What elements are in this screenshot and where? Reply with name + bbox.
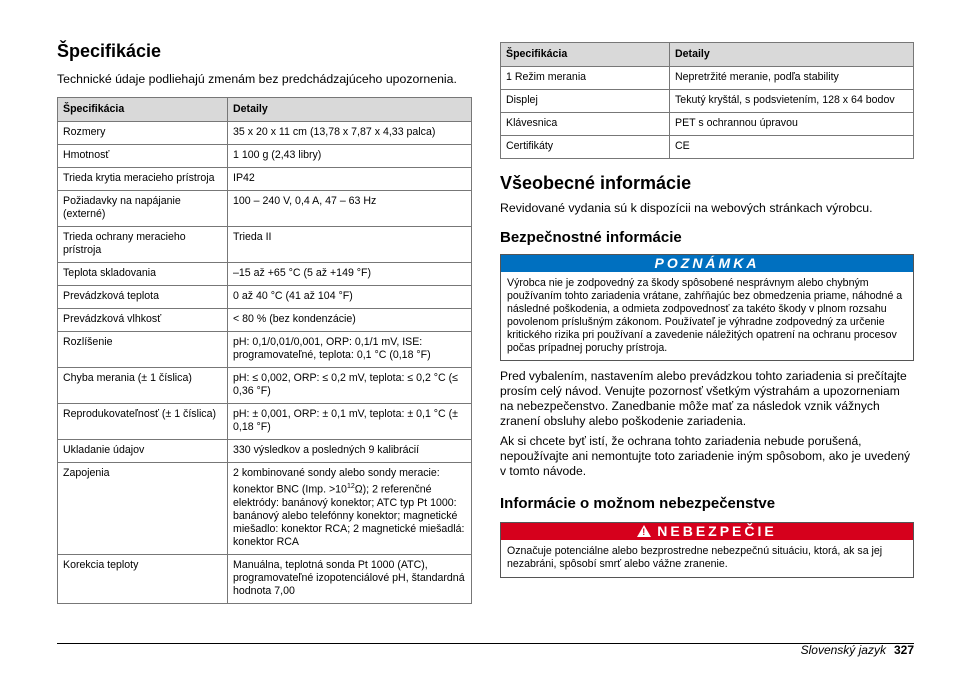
detail-cell: Manuálna, teplotná sonda Pt 1000 (ATC), programovateľné izopotenciálové pH, štandardná hodnota 7,00: [228, 554, 472, 603]
safety-paragraph-1: Pred vybalením, nastavením alebo prevádzkou tohto zariadenia si prečítajte prosím celý návod. Venujte pozornosť všetkým výstrahám a upozorneniam na nebezpečenstvo. Zanedbanie môže mať za následok vznik vážnych zranení obsluhy alebo poškodenie zariadenia.: [500, 369, 907, 428]
spec-cell: Rozmery: [58, 122, 228, 145]
table-row: [501, 90, 914, 113]
detail-cell: IP42: [228, 168, 472, 191]
general-info-text: Revidované vydania sú k dispozícii na webových stránkach výrobcu.: [500, 201, 873, 215]
detail-cell: 1 100 g (2,43 libry): [228, 145, 472, 168]
connections-superscript: 12: [346, 483, 355, 490]
spec-cell: Chyba merania (± 1 číslica): [58, 368, 228, 404]
connections-text-part1: 2 kombinované sondy alebo sondy meracie: konektor BNC (Imp. >10: [233, 467, 440, 496]
danger-box: [500, 522, 914, 578]
spec-cell: Korekcia teploty: [58, 554, 228, 603]
footer-language: Slovenský jazyk: [800, 643, 886, 657]
table-row: [58, 263, 472, 286]
page-number: 327: [893, 643, 914, 657]
table-row: [58, 404, 472, 440]
safety-paragraph-2: Ak si chcete byť istí, že ochrana tohto zariadenia nebude porušená, nepoužívajte ani nemontujte toto zariadenie iným spôsobom, ako je uvedený v tomto návode.: [500, 434, 911, 478]
detail-cell: 330 výsledkov a posledných 9 kalibrácií: [228, 440, 472, 463]
detail-cell-connections: [228, 463, 472, 555]
detail-cell: Tekutý kryštál, s podsvietením, 128 x 64 bodov: [670, 90, 914, 113]
spec-cell: Certifikáty: [501, 136, 670, 159]
section-title-hazard-info: Informácie o možnom nebezpečenstve: [500, 495, 776, 512]
connections-text-part2: Ω); 2 referenčné elektródy: banánový konektor; ATC typ Pt 1000: banánový alebo telefónny konektor; magnetické miešadlo: konektor RCA; 2 magnetické miešadlá: konektor RCA: [233, 483, 465, 548]
column-header-spec: Špecifikácia: [501, 43, 670, 67]
table-row: [58, 122, 472, 145]
spec-cell: Požiadavky na napájanie (externé): [58, 191, 228, 227]
spec-cell: Teplota skladovania: [58, 263, 228, 286]
detail-cell: Trieda II: [228, 227, 472, 263]
spec-cell: Prevádzková teplota: [58, 286, 228, 309]
table-row: [58, 554, 472, 603]
spec-cell: Klávesnica: [501, 113, 670, 136]
table-row: [501, 67, 914, 90]
detail-cell: 35 x 20 x 11 cm (13,78 x 7,87 x 4,33 palca): [228, 122, 472, 145]
spec-cell: Hmotnosť: [58, 145, 228, 168]
page-footer: [801, 643, 914, 657]
table-row: [58, 368, 472, 404]
detail-cell: –15 až +65 °C (5 až +149 °F): [228, 263, 472, 286]
danger-header: [501, 523, 913, 540]
danger-text: Označuje potenciálne alebo bezprostredne nebezpečnú situáciu, ktorá, ak sa jej nezabráni, spôsobí smrť alebo vážne zranenie.: [507, 545, 883, 570]
table-row: [58, 191, 472, 227]
table-row: [58, 145, 472, 168]
spec-intro-text: Technické údaje podliehajú zmenám bez predchádzajúceho upozornenia.: [57, 72, 457, 86]
section-title-safety-info: Bezpečnostné informácie: [500, 229, 682, 246]
column-header-details: Detaily: [228, 98, 472, 122]
table-header-row: [501, 43, 914, 67]
spec-cell: Trieda ochrany meracieho prístroja: [58, 227, 228, 263]
section-title-general-info: Všeobecné informácie: [500, 173, 692, 193]
spec-table-left: [57, 97, 472, 604]
detail-cell: pH: ± 0,001, ORP: ± 0,1 mV, teplota: ± 0,1 °C (± 0,18 °F): [228, 404, 472, 440]
footer-divider: [57, 643, 914, 644]
note-box: [500, 254, 914, 361]
spec-cell: Displej: [501, 90, 670, 113]
table-row: [501, 113, 914, 136]
spec-cell: Prevádzková vlhkosť: [58, 309, 228, 332]
column-header-spec: Špecifikácia: [58, 98, 228, 122]
detail-cell: 0 až 40 °C (41 až 104 °F): [228, 286, 472, 309]
note-text: Výrobca nie je zodpovedný za škody spôsobené nesprávnym alebo chybným používaním tohto zariadenia vrátane, zahŕňajúc bez obmedzenia priame, náhodné a následné poškodenia, a odmieta zodpovednosť za takéto škody v plnom rozsahu povolenom príslušným zákonom. Používateľ je výhradne zodpovedný za určenie kritického rizika pri používaní a zavedenie náležitých opatrení na ochranu procesov počas prípadnej poruchy prístroja.: [507, 277, 903, 354]
detail-cell: 100 – 240 V, 0,4 A, 47 – 63 Hz: [228, 191, 472, 227]
detail-cell: CE: [670, 136, 914, 159]
table-row: [58, 463, 472, 555]
spec-table-right: [500, 42, 914, 159]
detail-cell: pH: ≤ 0,002, ORP: ≤ 0,2 mV, teplota: ≤ 0,2 °C (≤ 0,36 °F): [228, 368, 472, 404]
column-header-details: Detaily: [670, 43, 914, 67]
warning-triangle-icon: !: [637, 525, 651, 537]
detail-cell: < 80 % (bez kondenzácie): [228, 309, 472, 332]
table-row: [58, 440, 472, 463]
table-row: [58, 227, 472, 263]
table-row: [501, 136, 914, 159]
spec-cell: Reprodukovateľnosť (± 1 číslica): [58, 404, 228, 440]
table-row: [58, 332, 472, 368]
detail-cell: Nepretržité meranie, podľa stability: [670, 67, 914, 90]
spec-cell: Ukladanie údajov: [58, 440, 228, 463]
spec-cell: 1 Režim merania: [501, 67, 670, 90]
spec-cell: Zapojenia: [58, 463, 228, 555]
spec-cell: Trieda krytia meracieho prístroja: [58, 168, 228, 191]
table-header-row: [58, 98, 472, 122]
danger-label: NEBEZPEČIE: [657, 523, 777, 539]
table-row: [58, 168, 472, 191]
right-column: [500, 42, 914, 578]
left-column: [57, 40, 472, 604]
section-title-specifications: Špecifikácie: [57, 41, 162, 61]
spec-cell: Rozlíšenie: [58, 332, 228, 368]
table-row: [58, 286, 472, 309]
table-row: [58, 309, 472, 332]
note-label: POZNÁMKA: [501, 255, 913, 272]
detail-cell: PET s ochrannou úpravou: [670, 113, 914, 136]
detail-cell: pH: 0,1/0,01/0,001, ORP: 0,1/1 mV, ISE: programovateľné, teplota: 0,1 °C (0,18 °F): [228, 332, 472, 368]
